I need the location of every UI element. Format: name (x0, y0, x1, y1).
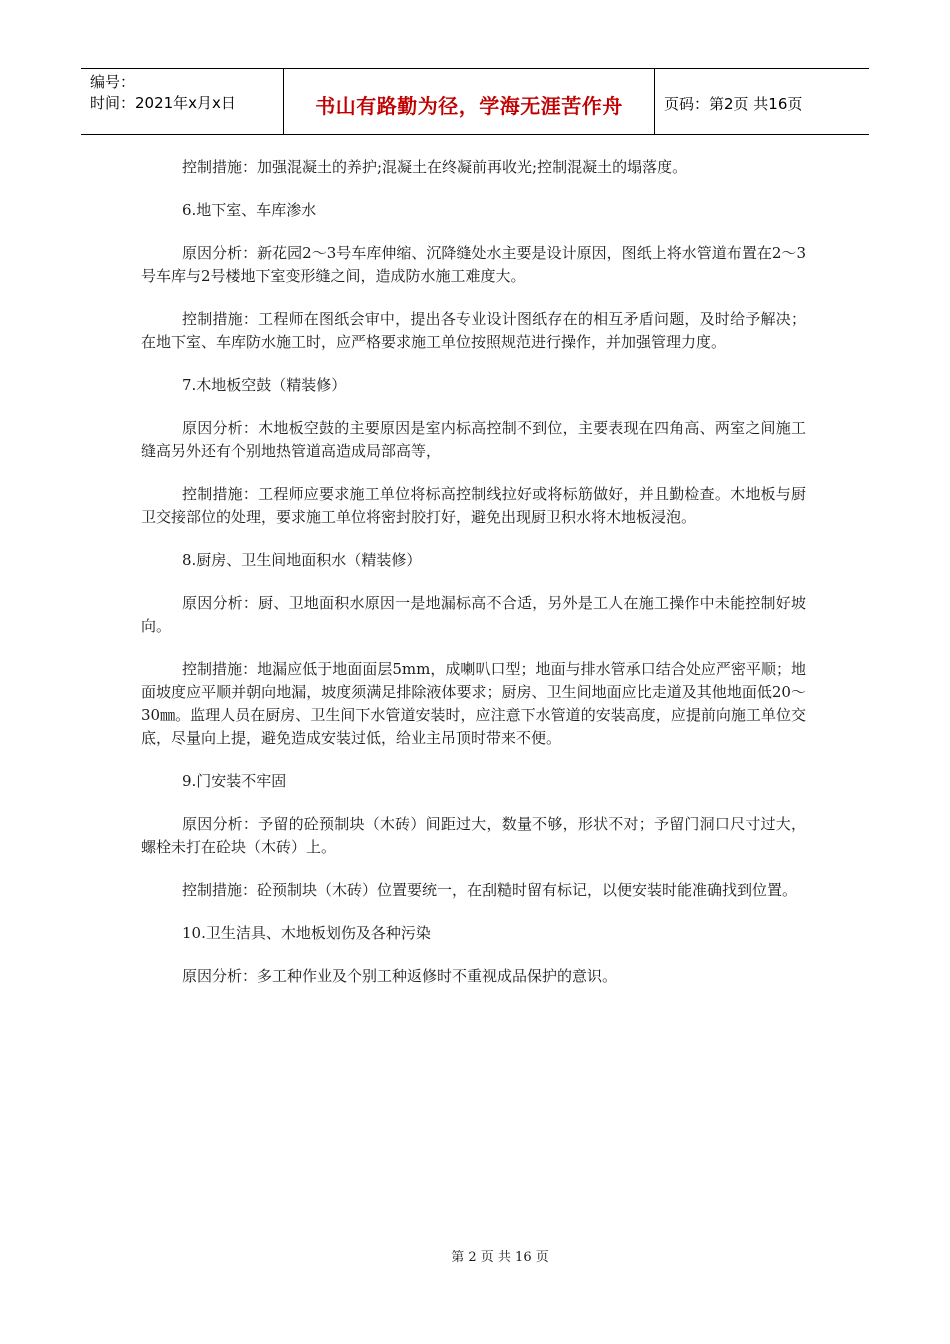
paragraph: 原因分析：厨、卫地面积水原因一是地漏标高不合适，另外是工人在施工操作中未能控制好坡向。 (141, 594, 806, 635)
document-body (141, 156, 806, 1008)
paragraph: 控制措施：地漏应低于地面面层5mm，成喇叭口型；地面与排水管承口结合处应严密平顺；地面坡度应平顺并朝向地漏，坡度须满足排除液体要求；厨房、卫生间地面应比走道及其他地面低20～30㎜。监理人员在厨房、卫生间下水管道安装时，应注意下水管道的安装高度，应提前向施工单位交底，尽量向上提，避免造成安装过低，给业主吊顶时带来不便。 (141, 660, 806, 747)
paragraph: 控制措施：工程师在图纸会审中，提出各专业设计图纸存在的相互矛盾问题，及时给予解决；在地下室、车库防水施工时，应严格要求施工单位按照规范进行操作，并加强管理力度。 (141, 310, 806, 351)
section-heading: 9.门安装不牢固 (182, 772, 287, 790)
section-heading: 10.卫生洁具、木地板划伤及各种污染 (182, 924, 431, 942)
paragraph: 原因分析：多工种作业及个别工种返修时不重视成品保护的意识。 (182, 967, 618, 985)
document-date: 时间：2021年x月x日 (90, 94, 236, 112)
header-motto: 书山有路勤为径，学海无涯苦作舟 (284, 69, 655, 134)
section-heading: 7.木地板空鼓（精装修） (182, 376, 347, 394)
paragraph: 控制措施：工程师应要求施工单位将标高控制线拉好或将标筋做好，并且勤检查。木地板与厨卫交接部位的处理，要求施工单位将密封胶打好，避免出现厨卫积水将木地板浸泡。 (141, 485, 806, 526)
header-meta (81, 69, 284, 134)
page-header (81, 68, 869, 135)
paragraph: 原因分析：木地板空鼓的主要原因是室内标高控制不到位，主要表现在四角高、两室之间施工缝高另外还有个别地热管道高造成局部高等， (141, 419, 806, 460)
paragraph: 控制措施：砼预制块（木砖）位置要统一，在刮糙时留有标记，以便安装时能准确找到位置。 (182, 881, 798, 899)
section-heading: 8.厨房、卫生间地面积水（精装修） (182, 551, 422, 569)
paragraph: 原因分析：新花园2～3号车库伸缩、沉降缝处水主要是设计原因，图纸上将水管道布置在2～3号车库与2号楼地下室变形缝之间，造成防水施工难度大。 (141, 244, 806, 285)
section-heading: 6.地下室、车库渗水 (182, 201, 317, 219)
page-footer: 第 2 页 共 16 页 (451, 1250, 549, 1265)
paragraph: 控制措施：加强混凝土的养护;混凝土在终凝前再收光;控制混凝土的塌落度。 (182, 158, 688, 176)
document-number-label: 编号： (90, 73, 136, 91)
paragraph: 原因分析：予留的砼预制块（木砖）间距过大，数量不够，形状不对；予留门洞口尺寸过大，螺栓未打在砼块（木砖）上。 (141, 815, 806, 856)
header-page-info: 页码：第2页 共16页 (664, 94, 803, 113)
